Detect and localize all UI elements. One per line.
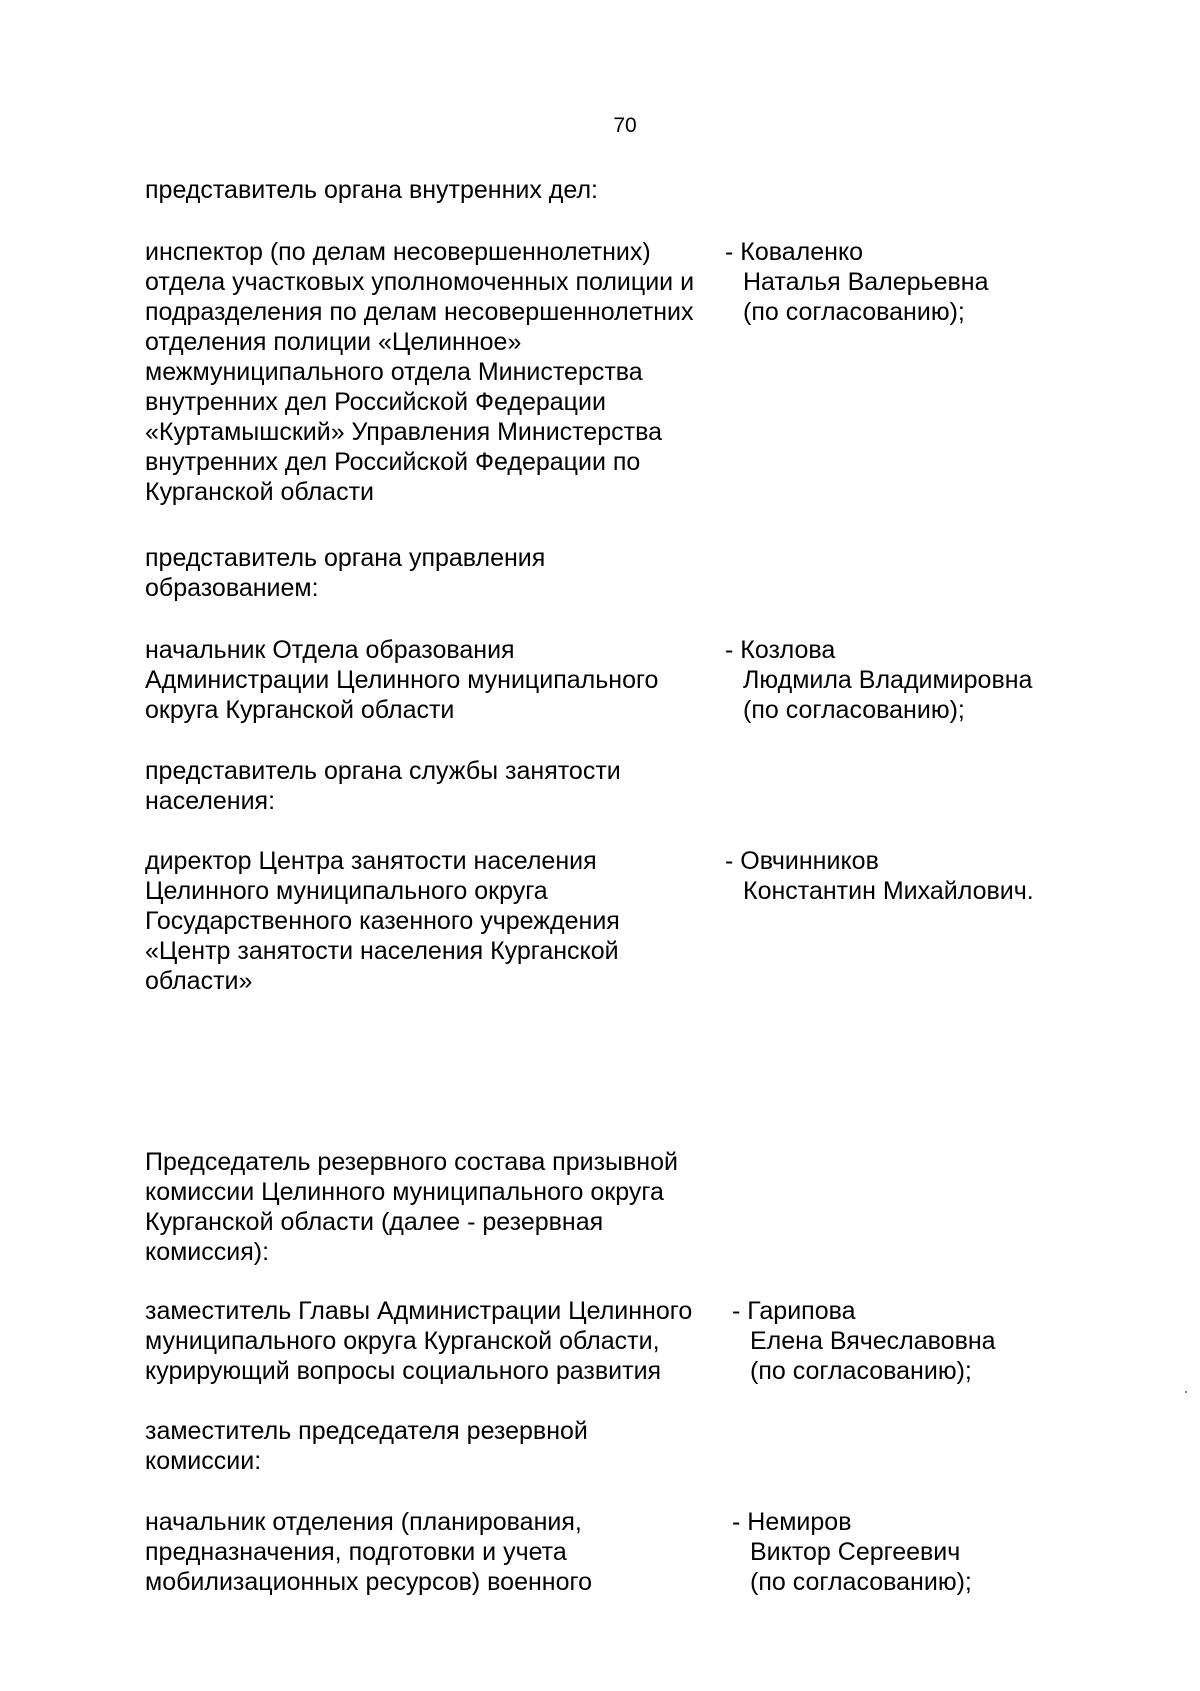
text-line: Государственного казенного учреждения xyxy=(145,907,620,935)
text-line: образованием: xyxy=(145,574,319,602)
text-line: начальник отделения (планирования, xyxy=(145,1508,582,1536)
person-surname: - Овчинников xyxy=(725,847,879,875)
text-line: курирующий вопросы социального развития xyxy=(145,1357,662,1385)
section-header-deputy-chairman xyxy=(145,1416,588,1476)
text-line: представитель органа управления xyxy=(145,544,546,572)
scan-speck xyxy=(1185,1391,1187,1393)
position-employment-director xyxy=(145,846,620,996)
person-surname: - Коваленко xyxy=(725,238,864,266)
position-education-head xyxy=(145,635,658,725)
person-note: (по согласованию); xyxy=(750,1357,972,1385)
position-department-head xyxy=(145,1507,592,1597)
person-ovchinnikov xyxy=(725,846,1034,906)
text-line: Целинного муниципального округа xyxy=(145,877,548,905)
person-note: (по согласованию); xyxy=(750,1568,972,1596)
text-line: инспектор (по делам несовершеннолетних) xyxy=(145,238,651,266)
text-line: представитель органа службы занятости xyxy=(145,757,621,785)
person-name: Константин Михайлович. xyxy=(743,877,1034,905)
text-line: межмуниципального отдела Министерства xyxy=(145,358,643,386)
person-name: Елена Вячеславовна xyxy=(750,1327,996,1355)
text-line: области» xyxy=(145,967,253,995)
text-line: заместитель Главы Администрации Целинного xyxy=(145,1297,693,1325)
position-inspector xyxy=(145,237,694,507)
section-header-internal-affairs xyxy=(145,175,598,205)
text-line: внутренних дел Российской Федерации xyxy=(145,388,606,416)
person-garipova xyxy=(732,1296,996,1386)
section-header-chairman xyxy=(145,1147,678,1267)
person-name: Людмила Владимировна xyxy=(743,666,1033,694)
text-line: представитель органа внутренних дел: xyxy=(145,176,599,204)
text-line: Администрации Целинного муниципального xyxy=(145,666,659,694)
person-name: Виктор Сергеевич xyxy=(750,1538,961,1566)
text-line: Курганской области (далее - резервная xyxy=(145,1208,604,1236)
person-surname: - Козлова xyxy=(725,636,836,664)
text-line: комиссия): xyxy=(145,1238,270,1266)
person-name: Наталья Валерьевна xyxy=(743,268,989,296)
text-line: округа Курганской области xyxy=(145,696,455,724)
text-line: предназначения, подготовки и учета xyxy=(145,1538,567,1566)
text-line: населения: xyxy=(145,787,276,815)
section-header-employment xyxy=(145,756,621,816)
text-line: «Центр занятости населения Курганской xyxy=(145,937,619,965)
person-surname: - Немиров xyxy=(732,1508,852,1536)
person-surname: - Гарипова xyxy=(732,1297,856,1325)
text-line: муниципального округа Курганской области, xyxy=(145,1327,660,1355)
text-line: отдела участковых уполномоченных полиции и xyxy=(145,268,695,296)
person-kovalenko xyxy=(725,237,988,327)
text-line: подразделения по делам несовершеннолетних xyxy=(145,298,694,326)
text-line: комиссии Целинного муниципального округа xyxy=(145,1178,664,1206)
text-line: внутренних дел Российской Федерации по xyxy=(145,448,641,476)
person-nemirov xyxy=(732,1507,972,1597)
text-line: директор Центра занятости населения xyxy=(145,847,597,875)
text-line: отделения полиции «Целинное» xyxy=(145,328,522,356)
text-line: Курганской области xyxy=(145,478,375,506)
text-line: начальник Отдела образования xyxy=(145,636,515,664)
person-kozlova xyxy=(725,635,1032,725)
text-line: мобилизационных ресурсов) военного xyxy=(145,1568,592,1596)
person-note: (по согласованию); xyxy=(743,696,965,724)
text-line: заместитель председателя резервной xyxy=(145,1417,588,1445)
page-number: 70 xyxy=(613,114,637,137)
text-line: Председатель резервного состава призывной xyxy=(145,1148,678,1176)
section-header-education xyxy=(145,543,545,603)
text-line: комиссии: xyxy=(145,1447,262,1475)
text-line: «Куртамышский» Управления Министерства xyxy=(145,418,662,446)
person-note: (по согласованию); xyxy=(743,298,965,326)
position-deputy-head xyxy=(145,1296,692,1386)
